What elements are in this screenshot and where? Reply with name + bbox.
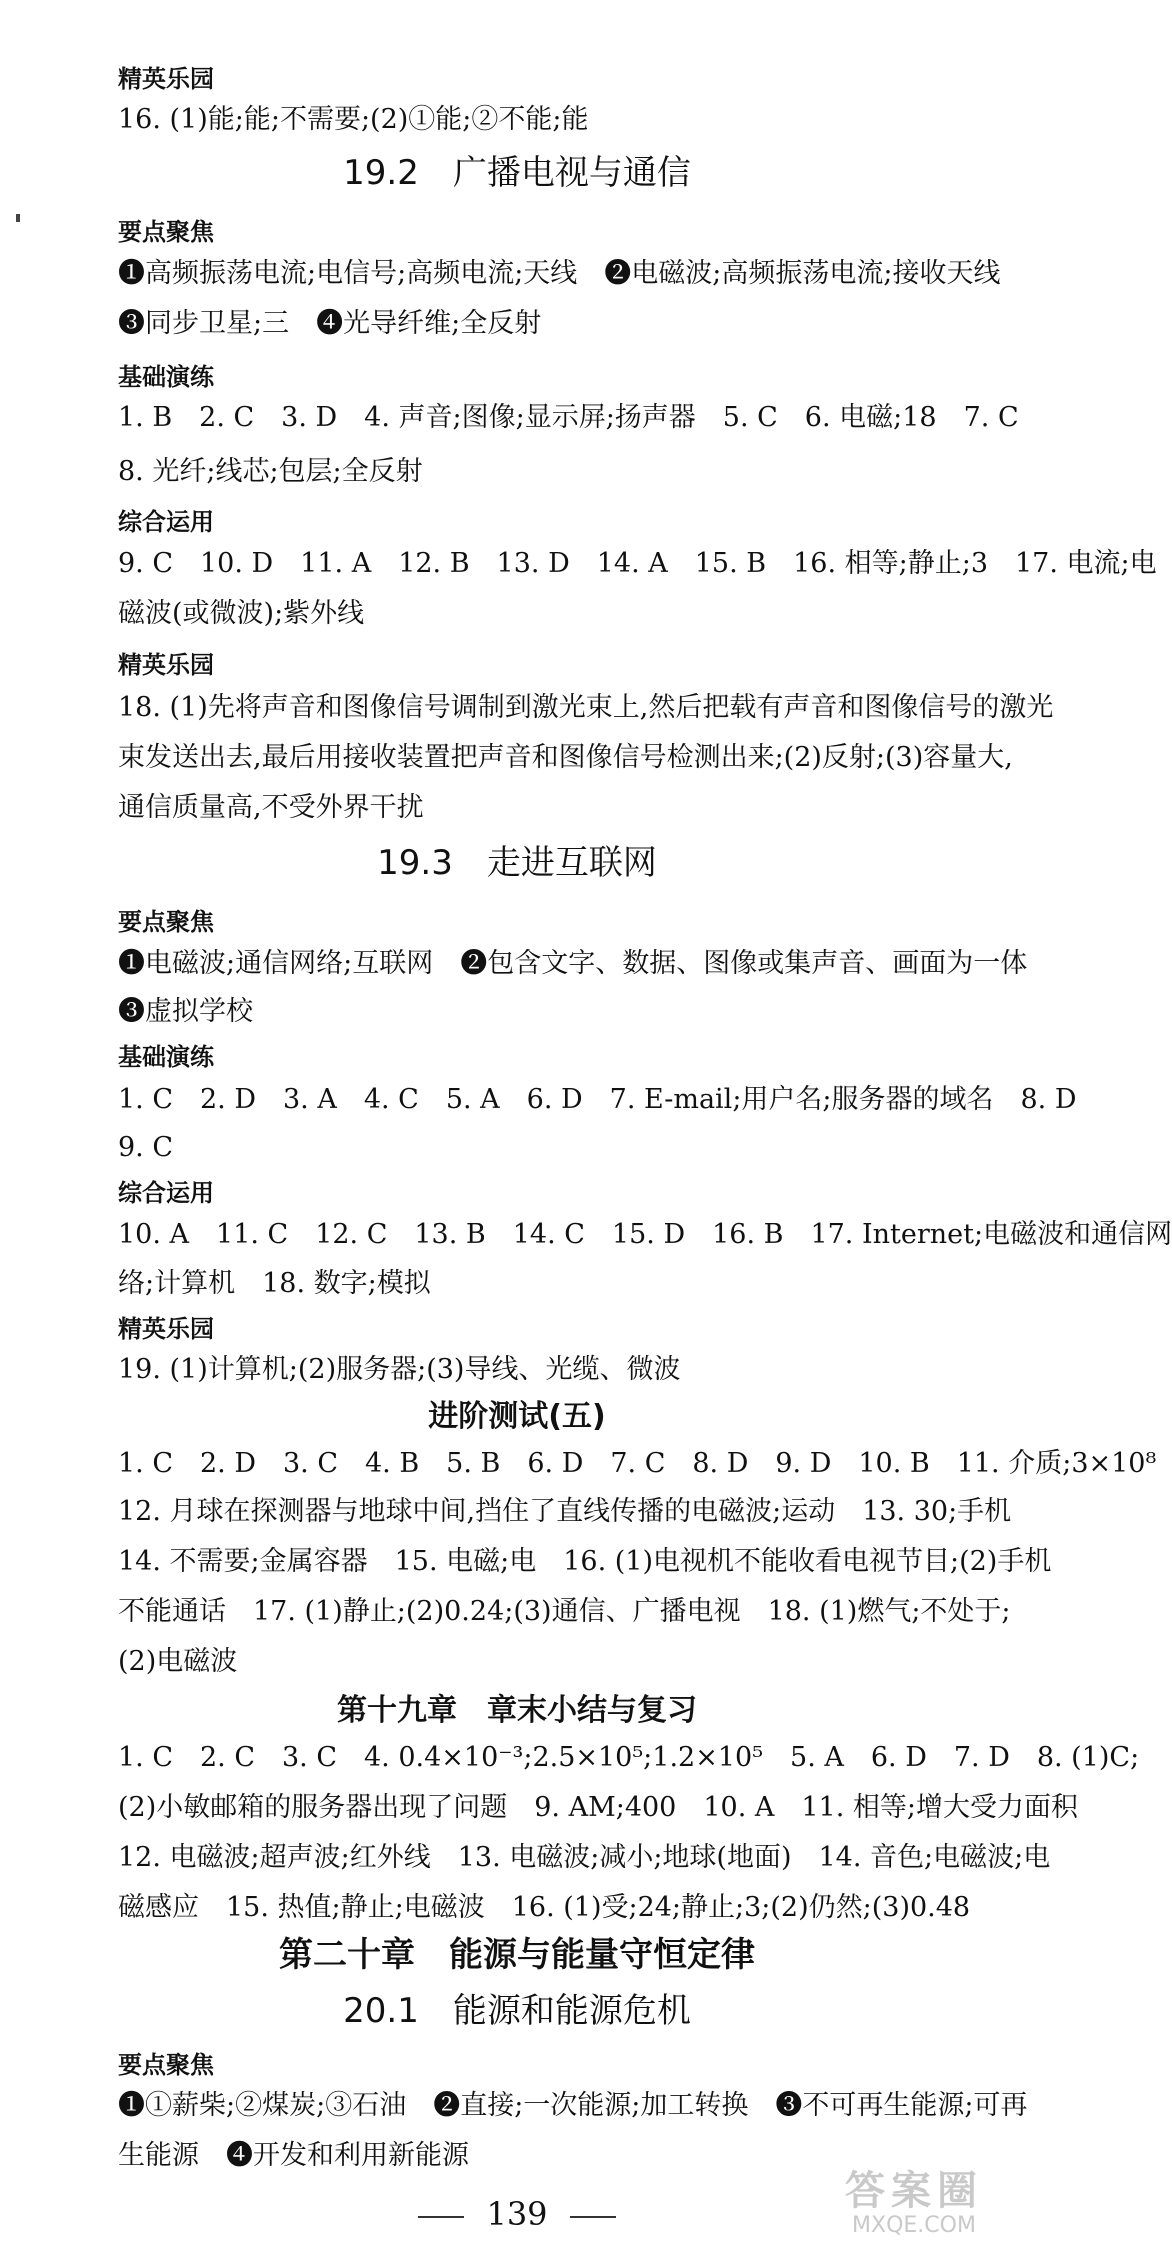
answer-line: ❶高频振荡电流;电信号;高频电流;天线 ❷电磁波;高频振荡电流;接收天线	[118, 258, 1001, 289]
answer-line: 不能通话 17. (1)静止;(2)0.24;(3)通信、广播电视 18. (1)燃气;不处于;	[118, 1596, 1011, 1627]
section-label: 要点聚焦	[118, 218, 214, 246]
answer-line: ❸同步卫星;三 ❹光导纤维;全反射	[118, 308, 542, 339]
section-label: 综合运用	[118, 1179, 214, 1207]
lesson-title: 20.1 能源和能源危机	[343, 1991, 691, 2031]
answer-line: 生能源 ❹开发和利用新能源	[118, 2140, 469, 2171]
answer-line: 19. (1)计算机;(2)服务器;(3)导线、光缆、微波	[118, 1354, 681, 1385]
page-number-text: 139	[486, 2195, 548, 2233]
margin-mark	[16, 214, 20, 222]
answer-line: 磁波(或微波);紫外线	[118, 598, 365, 629]
answer-line: 磁感应 15. 热值;静止;电磁波 16. (1)受;24;静止;3;(2)仍然;(3)0.48	[118, 1892, 971, 1923]
test-title: 进阶测试(五)	[428, 1399, 606, 1434]
answer-line: 10. A 11. C 12. C 13. B 14. C 15. D 16. B 17. Internet;电磁波和通信网	[118, 1219, 1172, 1250]
answer-line: 12. 月球在探测器与地球中间,挡住了直线传播的电磁波;运动 13. 30;手机	[118, 1496, 1012, 1527]
answer-line: ❶电磁波;通信网络;互联网 ❷包含文字、数据、图像或集声音、画面为一体	[118, 948, 1028, 979]
answer-line: 1. C 2. D 3. A 4. C 5. A 6. D 7. E-mail;用户名;服务器的域名 8. D	[118, 1084, 1077, 1115]
answer-line: 1. C 2. C 3. C 4. 0.4×10⁻³;2.5×10⁵;1.2×10⁵ 5. A 6. D 7. D 8. (1)C;	[118, 1742, 1140, 1773]
section-label: 综合运用	[118, 508, 214, 536]
answer-line: 通信质量高,不受外界干扰	[118, 792, 424, 823]
answer-line: 9. C	[118, 1132, 174, 1163]
watermark-top-text: 答案圈	[845, 2168, 983, 2214]
lesson-title: 19.2 广播电视与通信	[343, 153, 691, 193]
answer-line: 束发送出去,最后用接收装置把声音和图像信号检测出来;(2)反射;(3)容量大,	[118, 742, 1013, 773]
section-label: 基础演练	[118, 363, 214, 391]
answer-line: 8. 光纤;线芯;包层;全反射	[118, 456, 423, 487]
answer-line: 18. (1)先将声音和图像信号调制到激光束上,然后把载有声音和图像信号的激光	[118, 692, 1054, 723]
answer-line: 14. 不需要;金属容器 15. 电磁;电 16. (1)电视机不能收看电视节目;(2)手机	[118, 1546, 1052, 1577]
answer-line: 1. C 2. D 3. C 4. B 5. B 6. D 7. C 8. D 9. D 10. B 11. 介质;3×10⁸	[118, 1448, 1157, 1479]
answer-line: 1. B 2. C 3. D 4. 声音;图像;显示屏;扬声器 5. C 6. 电磁;18 7. C	[118, 402, 1019, 433]
page-number-dash	[418, 2216, 464, 2218]
section-label: 要点聚焦	[118, 2051, 214, 2079]
answer-line: 络;计算机 18. 数字;模拟	[118, 1268, 431, 1299]
answer-line: ❶①薪柴;②煤炭;③石油 ❷直接;一次能源;加工转换 ❸不可再生能源;可再	[118, 2090, 1028, 2121]
section-label: 要点聚焦	[118, 908, 214, 936]
answer-line: 16. (1)能;能;不需要;(2)①能;②不能;能	[118, 104, 589, 135]
watermark-bottom-text: MXQE.COM	[852, 2213, 976, 2238]
section-label: 精英乐园	[118, 65, 214, 93]
chapter-review-title: 第十九章 章末小结与复习	[337, 1693, 697, 1728]
page-number-dash	[570, 2216, 616, 2218]
answer-line: 9. C 10. D 11. A 12. B 13. D 14. A 15. B 16. 相等;静止;3 17. 电流;电	[118, 548, 1157, 579]
answer-line: ❸虚拟学校	[118, 996, 253, 1027]
answer-line: (2)小敏邮箱的服务器出现了问题 9. AM;400 10. A 11. 相等;增大受力面积	[118, 1792, 1079, 1823]
answer-line: (2)电磁波	[118, 1646, 238, 1677]
section-label: 精英乐园	[118, 651, 214, 679]
watermark-logo	[814, 2169, 1014, 2239]
section-label: 基础演练	[118, 1043, 214, 1071]
chapter-title: 第二十章 能源与能量守恒定律	[279, 1935, 755, 1975]
section-label: 精英乐园	[118, 1315, 214, 1343]
lesson-title: 19.3 走进互联网	[377, 843, 657, 883]
answer-line: 12. 电磁波;超声波;红外线 13. 电磁波;减小;地球(地面) 14. 音色;电磁波;电	[118, 1842, 1051, 1873]
